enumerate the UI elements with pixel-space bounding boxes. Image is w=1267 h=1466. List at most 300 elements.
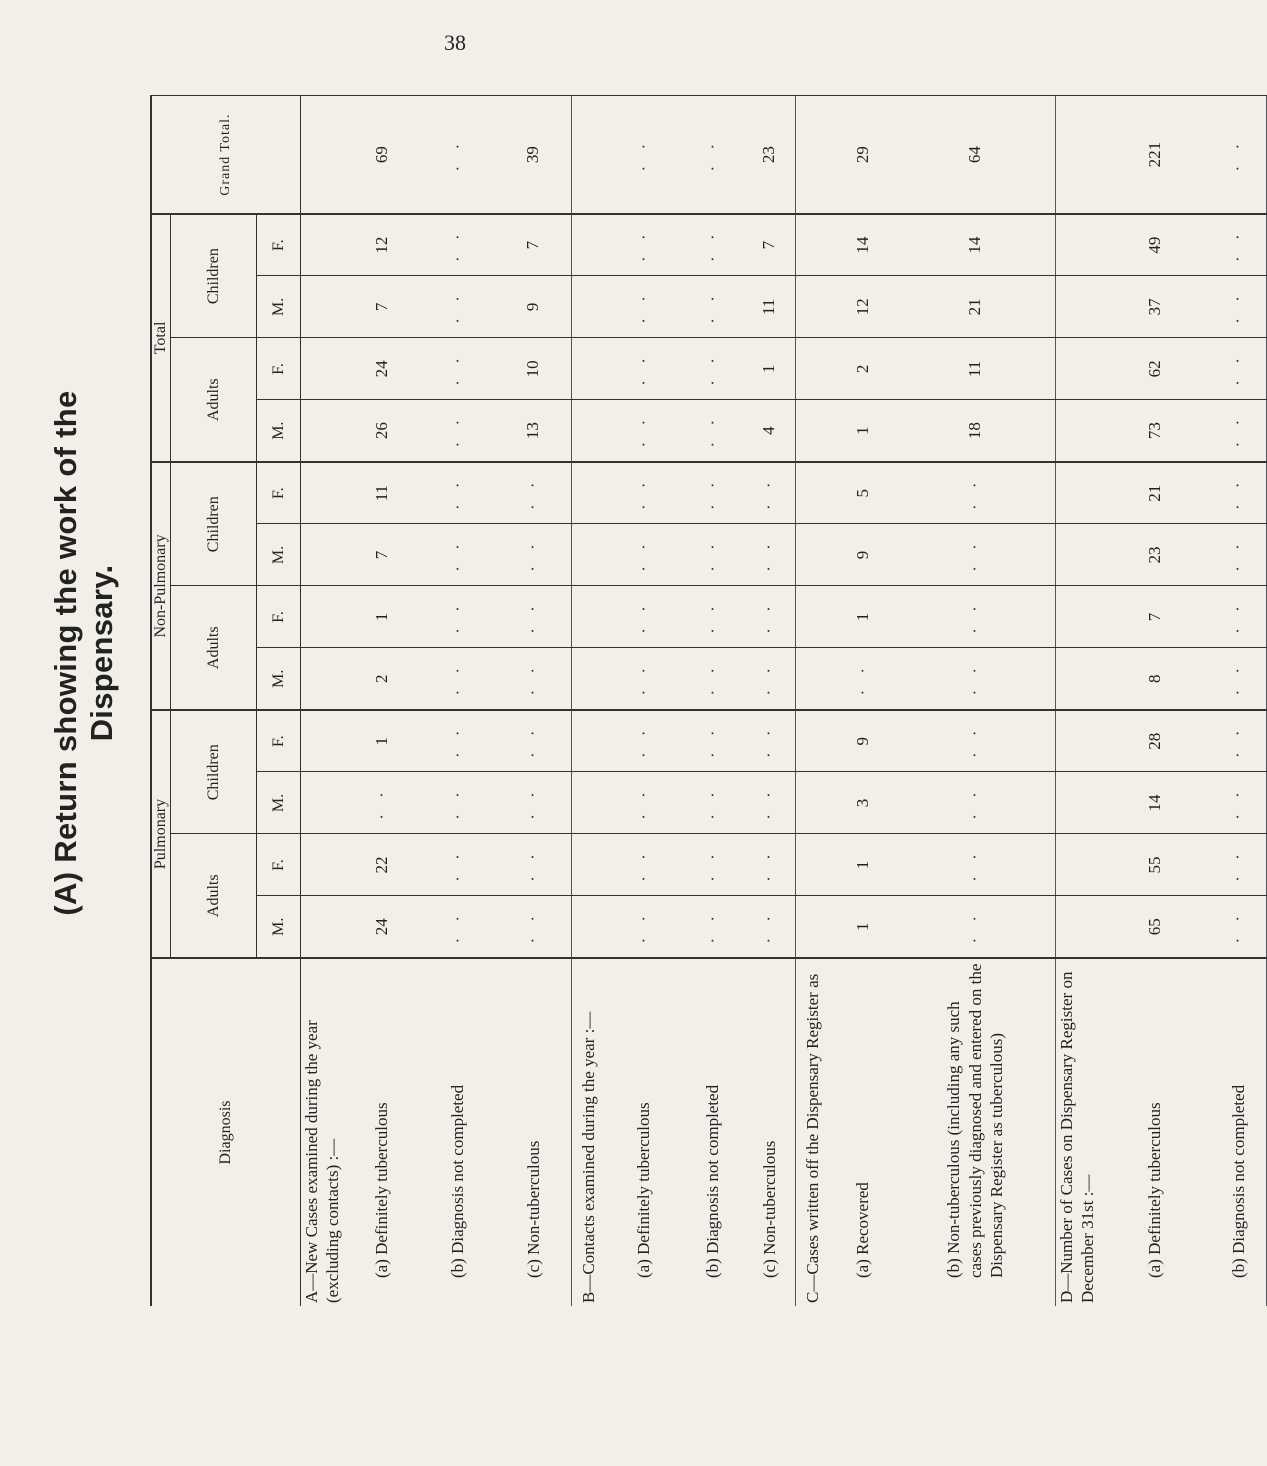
- empty-cell-dots: [420, 896, 496, 958]
- value-cell: 49: [1099, 214, 1211, 276]
- leader-dots: · ·: [633, 600, 653, 634]
- empty-cell-dots: [420, 400, 496, 462]
- leader-dots: · ·: [633, 786, 653, 820]
- empty-cell-dots: [682, 338, 744, 400]
- leader-dots: · ·: [523, 909, 543, 944]
- spacer-cell: [572, 710, 606, 772]
- spacer-cell: [301, 462, 344, 524]
- value-cell: 14: [896, 214, 1056, 276]
- empty-cell-dots: [1211, 710, 1267, 772]
- value-cell: 4: [744, 400, 796, 462]
- empty-cell-dots: [682, 772, 744, 834]
- spacer-cell: [1056, 896, 1099, 958]
- row-label: (b) Non-tuberculous (including any such cases previously diagnosed and entered on the Dispensary Register as tuberculous): [896, 958, 1056, 1306]
- empty-cell-dots: [496, 772, 572, 834]
- value-cell: 13: [496, 400, 572, 462]
- empty-cell-dots: [744, 524, 796, 586]
- spacer-cell: [301, 648, 344, 710]
- value-cell: 9: [496, 276, 572, 338]
- sex-header-f: F.: [257, 338, 301, 400]
- leader-dots: · ·: [447, 600, 467, 634]
- value-cell: 69: [344, 96, 420, 214]
- spacer-cell: [1056, 586, 1099, 648]
- spacer-cell: [572, 276, 606, 338]
- leader-dots: · ·: [633, 661, 653, 696]
- leader-dots: · ·: [523, 848, 543, 882]
- row-label: (a) Recovered: [830, 958, 896, 1306]
- empty-cell-dots: [606, 214, 682, 276]
- spacer-cell: [572, 214, 606, 276]
- spacer-cell: [572, 338, 606, 400]
- section-title: D—Number of Cases on Dispensary Register on December 31st :—: [1056, 958, 1099, 1306]
- value-cell: 14: [1099, 772, 1211, 834]
- value-cell: 62: [1099, 338, 1211, 400]
- empty-cell-dots: [744, 772, 796, 834]
- value-cell: 1: [744, 338, 796, 400]
- spacer-cell: [796, 896, 830, 958]
- value-cell: 24: [344, 896, 420, 958]
- leader-dots: · ·: [1228, 848, 1248, 882]
- value-cell: 2: [344, 648, 420, 710]
- empty-cell-dots: [744, 896, 796, 958]
- leader-dots: · ·: [523, 724, 543, 759]
- value-cell: 37: [1099, 276, 1211, 338]
- value-cell: 12: [830, 276, 896, 338]
- table-body: [301, 96, 1267, 1306]
- value-cell: 1: [830, 400, 896, 462]
- spacer-cell: [796, 834, 830, 896]
- spacer-cell: [572, 586, 606, 648]
- spacer-cell: [796, 586, 830, 648]
- leader-dots: · ·: [702, 476, 722, 510]
- leader-dots: · ·: [759, 476, 779, 510]
- table-row: [830, 96, 896, 1306]
- leader-dots: · ·: [447, 538, 467, 572]
- empty-cell-dots: [606, 772, 682, 834]
- section-heading-row: [301, 96, 344, 1306]
- empty-cell-dots: [496, 896, 572, 958]
- row-label: (a) Definitely tuberculous: [344, 958, 420, 1306]
- empty-cell-dots: [606, 462, 682, 524]
- empty-cell-dots: [420, 276, 496, 338]
- spacer-cell: [572, 524, 606, 586]
- leader-dots: · ·: [1228, 724, 1248, 759]
- empty-cell-dots: [606, 710, 682, 772]
- empty-cell-dots: [420, 338, 496, 400]
- empty-cell-dots: [420, 524, 496, 586]
- empty-cell-dots: [420, 586, 496, 648]
- empty-cell-dots: [1211, 338, 1267, 400]
- spacer-cell: [796, 96, 830, 214]
- empty-cell-dots: [606, 338, 682, 400]
- row-label: (a) Definitely tuberculous: [606, 958, 682, 1306]
- spacer-cell: [572, 462, 606, 524]
- empty-cell-dots: [682, 96, 744, 214]
- leader-dots: · ·: [965, 538, 985, 572]
- spacer-cell: [796, 648, 830, 710]
- sex-header-f: F.: [257, 710, 301, 772]
- section-title: B—Contacts examined during the year :—: [572, 958, 606, 1306]
- spacer-cell: [796, 524, 830, 586]
- leader-dots: · ·: [759, 848, 779, 882]
- value-cell: 29: [830, 96, 896, 214]
- empty-cell-dots: [682, 276, 744, 338]
- leader-dots: · ·: [702, 600, 722, 634]
- leader-dots: · ·: [1228, 476, 1248, 510]
- value-cell: 64: [896, 96, 1056, 214]
- spacer-cell: [301, 214, 344, 276]
- empty-cell-dots: [1211, 214, 1267, 276]
- empty-cell-dots: [744, 710, 796, 772]
- leader-dots: · ·: [447, 848, 467, 882]
- subheader-children: Children: [171, 462, 257, 586]
- empty-cell-dots: [744, 462, 796, 524]
- value-cell: 10: [496, 338, 572, 400]
- empty-cell-dots: [1211, 462, 1267, 524]
- value-cell: 2: [830, 338, 896, 400]
- leader-dots: · ·: [1228, 600, 1248, 634]
- spacer-cell: [572, 896, 606, 958]
- leader-dots: · ·: [523, 786, 543, 820]
- spacer-cell: [301, 400, 344, 462]
- leader-dots: · ·: [759, 600, 779, 634]
- empty-cell-dots: [682, 524, 744, 586]
- empty-cell-dots: [496, 834, 572, 896]
- spacer-cell: [572, 96, 606, 214]
- section-heading-row: [796, 96, 830, 1306]
- leader-dots: · ·: [447, 724, 467, 759]
- spacer-cell: [301, 710, 344, 772]
- spacer-cell: [301, 276, 344, 338]
- empty-cell-dots: [744, 834, 796, 896]
- table-row: [744, 96, 796, 1306]
- value-cell: 7: [496, 214, 572, 276]
- group-header-total: Total: [151, 214, 171, 462]
- row-label: (b) Diagnosis not completed: [682, 958, 744, 1306]
- value-cell: 21: [896, 276, 1056, 338]
- value-cell: 39: [496, 96, 572, 214]
- leader-dots: · ·: [965, 724, 985, 759]
- empty-cell-dots: [896, 710, 1056, 772]
- value-cell: 14: [830, 214, 896, 276]
- value-cell: 23: [1099, 524, 1211, 586]
- spacer-cell: [796, 772, 830, 834]
- value-cell: 23: [744, 96, 796, 214]
- empty-cell-dots: [682, 648, 744, 710]
- leader-dots: · ·: [371, 786, 391, 820]
- leader-dots: · ·: [523, 476, 543, 510]
- row-label: (b) Diagnosis not completed: [420, 958, 496, 1306]
- value-cell: 9: [830, 710, 896, 772]
- value-cell: 28: [1099, 710, 1211, 772]
- spacer-cell: [1056, 710, 1099, 772]
- leader-dots: · ·: [633, 413, 653, 448]
- value-cell: 26: [344, 400, 420, 462]
- subheader-children: Children: [171, 214, 257, 338]
- value-cell: 1: [344, 710, 420, 772]
- empty-cell-dots: [682, 710, 744, 772]
- empty-cell-dots: [1211, 648, 1267, 710]
- value-cell: 18: [896, 400, 1056, 462]
- empty-cell-dots: [344, 772, 420, 834]
- leader-dots: · ·: [965, 909, 985, 944]
- row-label: (c) Non-tuberculous: [496, 958, 572, 1306]
- leader-dots: · ·: [702, 352, 722, 386]
- leader-dots: · ·: [523, 600, 543, 634]
- leader-dots: · ·: [523, 661, 543, 696]
- spacer-cell: [301, 772, 344, 834]
- group-header-non-pulmonary: Non-Pulmonary: [151, 462, 171, 710]
- value-cell: 22: [344, 834, 420, 896]
- spacer-cell: [572, 834, 606, 896]
- value-cell: 21: [1099, 462, 1211, 524]
- empty-cell-dots: [1211, 524, 1267, 586]
- leader-dots: · ·: [633, 909, 653, 944]
- spacer-cell: [301, 896, 344, 958]
- spacer-cell: [796, 462, 830, 524]
- leader-dots: · ·: [965, 600, 985, 634]
- empty-cell-dots: [744, 586, 796, 648]
- leader-dots: · ·: [965, 848, 985, 882]
- leader-dots: · ·: [702, 137, 722, 172]
- section-heading-row: [1056, 96, 1099, 1306]
- leader-dots: · ·: [523, 538, 543, 572]
- empty-cell-dots: [896, 772, 1056, 834]
- leader-dots: · ·: [702, 724, 722, 759]
- spacer-cell: [796, 214, 830, 276]
- row-label: (b) Diagnosis not completed: [1211, 958, 1267, 1306]
- empty-cell-dots: [1211, 276, 1267, 338]
- empty-cell-dots: [744, 648, 796, 710]
- leader-dots: · ·: [759, 909, 779, 944]
- leader-dots: · ·: [1228, 909, 1248, 944]
- empty-cell-dots: [682, 896, 744, 958]
- value-cell: 55: [1099, 834, 1211, 896]
- diagnosis-header: Diagnosis: [151, 958, 301, 1306]
- empty-cell-dots: [896, 524, 1056, 586]
- leader-dots: · ·: [447, 228, 467, 262]
- spacer-cell: [1056, 524, 1099, 586]
- leader-dots: · ·: [1228, 538, 1248, 572]
- empty-cell-dots: [606, 896, 682, 958]
- sex-header-f: F.: [257, 462, 301, 524]
- subheader-adults: Adults: [171, 338, 257, 462]
- value-cell: 3: [830, 772, 896, 834]
- empty-cell-dots: [682, 400, 744, 462]
- subheader-adults: Adults: [171, 834, 257, 958]
- empty-cell-dots: [420, 648, 496, 710]
- table-row: [606, 96, 682, 1306]
- leader-dots: · ·: [759, 538, 779, 572]
- sex-header-m: M.: [257, 772, 301, 834]
- value-cell: 5: [830, 462, 896, 524]
- empty-cell-dots: [420, 710, 496, 772]
- leader-dots: · ·: [447, 413, 467, 448]
- leader-dots: · ·: [633, 476, 653, 510]
- leader-dots: · ·: [965, 786, 985, 820]
- leader-dots: · ·: [447, 137, 467, 172]
- leader-dots: · ·: [759, 786, 779, 820]
- empty-cell-dots: [606, 586, 682, 648]
- sex-header-f: F.: [257, 834, 301, 896]
- leader-dots: · ·: [702, 661, 722, 696]
- value-cell: 9: [830, 524, 896, 586]
- leader-dots: · ·: [702, 786, 722, 820]
- value-cell: 7: [344, 276, 420, 338]
- empty-cell-dots: [420, 214, 496, 276]
- value-cell: 73: [1099, 400, 1211, 462]
- leader-dots: · ·: [447, 909, 467, 944]
- spacer-cell: [572, 772, 606, 834]
- spacer-cell: [796, 400, 830, 462]
- leader-dots: · ·: [447, 290, 467, 324]
- leader-dots: · ·: [1228, 352, 1248, 386]
- page-title: (A) Return showing the work of the Dispensary.: [48, 390, 119, 916]
- subheader-children: Children: [171, 710, 257, 834]
- spacer-cell: [301, 586, 344, 648]
- table-row: [1211, 96, 1267, 1306]
- empty-cell-dots: [896, 834, 1056, 896]
- sex-header-m: M.: [257, 276, 301, 338]
- leader-dots: · ·: [1228, 413, 1248, 448]
- leader-dots: · ·: [633, 352, 653, 386]
- leader-dots: · ·: [447, 476, 467, 510]
- value-cell: 221: [1099, 96, 1211, 214]
- empty-cell-dots: [896, 462, 1056, 524]
- value-cell: 8: [1099, 648, 1211, 710]
- spacer-cell: [1056, 276, 1099, 338]
- spacer-cell: [1056, 772, 1099, 834]
- empty-cell-dots: [1211, 772, 1267, 834]
- spacer-cell: [1056, 834, 1099, 896]
- spacer-cell: [796, 276, 830, 338]
- sex-header-m: M.: [257, 648, 301, 710]
- table-row: [344, 96, 420, 1306]
- empty-cell-dots: [1211, 834, 1267, 896]
- leader-dots: · ·: [702, 228, 722, 262]
- spacer-cell: [301, 834, 344, 896]
- empty-cell-dots: [1211, 896, 1267, 958]
- leader-dots: · ·: [702, 290, 722, 324]
- leader-dots: · ·: [1228, 137, 1248, 172]
- value-cell: 7: [744, 214, 796, 276]
- spacer-cell: [796, 338, 830, 400]
- leader-dots: · ·: [759, 724, 779, 759]
- spacer-cell: [1056, 400, 1099, 462]
- spacer-cell: [301, 524, 344, 586]
- empty-cell-dots: [682, 462, 744, 524]
- empty-cell-dots: [1211, 586, 1267, 648]
- empty-cell-dots: [896, 648, 1056, 710]
- leader-dots: · ·: [759, 661, 779, 696]
- leader-dots: · ·: [1228, 786, 1248, 820]
- sex-header-m: M.: [257, 896, 301, 958]
- empty-cell-dots: [420, 772, 496, 834]
- leader-dots: · ·: [633, 724, 653, 759]
- spacer-cell: [572, 400, 606, 462]
- empty-cell-dots: [420, 462, 496, 524]
- empty-cell-dots: [420, 96, 496, 214]
- empty-cell-dots: [1211, 96, 1267, 214]
- empty-cell-dots: [606, 648, 682, 710]
- leader-dots: · ·: [1228, 661, 1248, 696]
- group-header-pulmonary: Pulmonary: [151, 710, 171, 958]
- spacer-cell: [301, 96, 344, 214]
- value-cell: 11: [344, 462, 420, 524]
- section-title: A—New Cases examined during the year (excluding contacts) :—: [301, 958, 344, 1306]
- grand-total-header: Grand Total.: [151, 96, 301, 214]
- leader-dots: · ·: [1228, 290, 1248, 324]
- empty-cell-dots: [896, 896, 1056, 958]
- leader-dots: · ·: [702, 413, 722, 448]
- empty-cell-dots: [606, 834, 682, 896]
- empty-cell-dots: [496, 648, 572, 710]
- return-table: [150, 95, 1267, 1306]
- leader-dots: · ·: [447, 352, 467, 386]
- empty-cell-dots: [1211, 400, 1267, 462]
- sex-header-f: F.: [257, 586, 301, 648]
- empty-cell-dots: [496, 710, 572, 772]
- sex-header-m: M.: [257, 400, 301, 462]
- empty-cell-dots: [682, 834, 744, 896]
- spacer-cell: [1056, 648, 1099, 710]
- empty-cell-dots: [682, 214, 744, 276]
- leader-dots: · ·: [447, 661, 467, 696]
- empty-cell-dots: [496, 586, 572, 648]
- leader-dots: · ·: [965, 661, 985, 696]
- leader-dots: · ·: [633, 137, 653, 172]
- value-cell: 65: [1099, 896, 1211, 958]
- sex-header-m: M.: [257, 524, 301, 586]
- table-row: [1099, 96, 1211, 1306]
- value-cell: 1: [830, 896, 896, 958]
- row-label: (a) Definitely tuberculous: [1099, 958, 1211, 1306]
- value-cell: 1: [344, 586, 420, 648]
- empty-cell-dots: [682, 586, 744, 648]
- spacer-cell: [1056, 338, 1099, 400]
- leader-dots: · ·: [1228, 228, 1248, 262]
- spacer-cell: [572, 648, 606, 710]
- spacer-cell: [796, 710, 830, 772]
- empty-cell-dots: [420, 834, 496, 896]
- value-cell: 1: [830, 834, 896, 896]
- value-cell: 7: [1099, 586, 1211, 648]
- spacer-cell: [1056, 96, 1099, 214]
- empty-cell-dots: [496, 524, 572, 586]
- table-row: [682, 96, 744, 1306]
- section-heading-row: [572, 96, 606, 1306]
- value-cell: 24: [344, 338, 420, 400]
- table-row: [420, 96, 496, 1306]
- empty-cell-dots: [606, 276, 682, 338]
- leader-dots: · ·: [702, 538, 722, 572]
- leader-dots: · ·: [633, 228, 653, 262]
- leader-dots: · ·: [965, 476, 985, 510]
- leader-dots: · ·: [447, 786, 467, 820]
- spacer-cell: [1056, 462, 1099, 524]
- sex-header-f: F.: [257, 214, 301, 276]
- spacer-cell: [301, 338, 344, 400]
- page-number: 38: [444, 30, 466, 55]
- leader-dots: · ·: [702, 848, 722, 882]
- section-title: C—Cases written off the Dispensary Register as: [796, 958, 830, 1306]
- empty-cell-dots: [830, 648, 896, 710]
- empty-cell-dots: [606, 96, 682, 214]
- table-row: [496, 96, 572, 1306]
- table-row: [896, 96, 1056, 1306]
- subheader-adults: Adults: [171, 586, 257, 710]
- value-cell: 11: [896, 338, 1056, 400]
